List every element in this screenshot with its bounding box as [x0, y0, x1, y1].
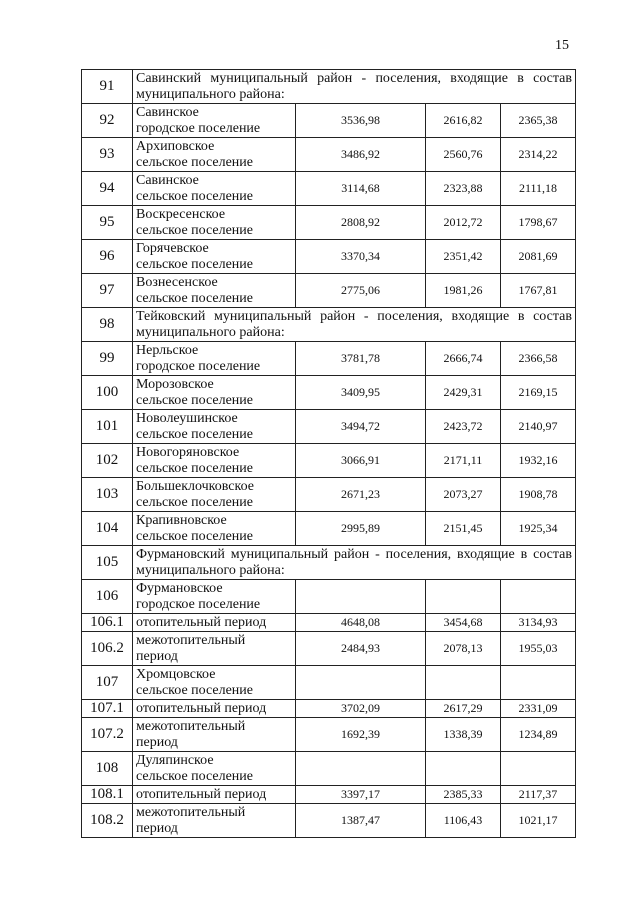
settlement-name-line: Новолеушинское: [136, 410, 238, 426]
settlement-name-line: Новогоряновское: [136, 444, 240, 460]
value-cell: 2117,37: [501, 786, 576, 804]
value-cell: 2331,09: [501, 700, 576, 718]
value-cell: 2617,29: [426, 700, 501, 718]
settlement-name: [133, 138, 296, 172]
settlement-name-line: Савинское: [136, 104, 199, 120]
settlement-name: [133, 512, 296, 546]
settlement-name-line: Вознесенское: [136, 274, 218, 290]
value-cell: [501, 666, 576, 700]
value-cell: 3370,34: [296, 240, 426, 274]
value-cell: 2151,45: [426, 512, 501, 546]
settlement-name-line: сельское поселение: [136, 222, 253, 238]
value-cell: 2073,27: [426, 478, 501, 512]
value-cell: 3134,93: [501, 614, 576, 632]
table-row: [82, 512, 576, 546]
settlement-name-line: сельское поселение: [136, 494, 253, 510]
table-row: [82, 342, 576, 376]
value-cell: [296, 666, 426, 700]
value-cell: 2429,31: [426, 376, 501, 410]
settlement-name-line: период: [136, 648, 178, 664]
settlement-name-line: сельское поселение: [136, 154, 253, 170]
table-row: [82, 376, 576, 410]
settlement-name-line: отопительный период: [136, 786, 267, 802]
settlement-name-line: Архиповское: [136, 138, 215, 154]
row-number: 107.1: [82, 700, 133, 718]
settlement-name: [133, 172, 296, 206]
value-cell: 2171,11: [426, 444, 501, 478]
table-row: [82, 752, 576, 786]
value-cell: 2078,13: [426, 632, 501, 666]
row-number: 99: [82, 342, 133, 376]
value-cell: 1925,34: [501, 512, 576, 546]
settlement-name-line: Морозовское: [136, 376, 214, 392]
table-row: [82, 580, 576, 614]
settlement-name: [133, 614, 296, 632]
settlement-name-line: Хромцовское: [136, 666, 216, 682]
value-cell: 2560,76: [426, 138, 501, 172]
value-cell: 1767,81: [501, 274, 576, 308]
value-cell: 2808,92: [296, 206, 426, 240]
settlement-name-line: сельское поселение: [136, 188, 253, 204]
value-cell: [501, 580, 576, 614]
value-cell: 1981,26: [426, 274, 501, 308]
row-number: 92: [82, 104, 133, 138]
value-cell: 2366,58: [501, 342, 576, 376]
row-number: 94: [82, 172, 133, 206]
row-number: 105: [82, 546, 133, 580]
table-row: [82, 700, 576, 718]
settlement-name-line: сельское поселение: [136, 460, 253, 476]
settlement-name-line: сельское поселение: [136, 290, 253, 306]
table-row: [82, 104, 576, 138]
value-cell: 2671,23: [296, 478, 426, 512]
value-cell: 3536,98: [296, 104, 426, 138]
value-cell: 1021,17: [501, 804, 576, 838]
settlement-name-line: сельское поселение: [136, 682, 253, 698]
value-cell: 2385,33: [426, 786, 501, 804]
value-cell: 3114,68: [296, 172, 426, 206]
value-cell: 1932,16: [501, 444, 576, 478]
value-cell: 3066,91: [296, 444, 426, 478]
settlement-name-line: Горячевское: [136, 240, 209, 256]
settlement-name: [133, 206, 296, 240]
value-cell: 2351,42: [426, 240, 501, 274]
section-row: [82, 546, 576, 580]
row-number: 106.2: [82, 632, 133, 666]
settlement-name-line: межотопительный: [136, 718, 246, 734]
settlement-name: [133, 478, 296, 512]
row-number: 97: [82, 274, 133, 308]
section-title: Савинский муниципальный район - поселения, входящие в состав муниципального района:: [133, 70, 576, 104]
settlement-name-line: сельское поселение: [136, 528, 253, 544]
table-row: [82, 138, 576, 172]
value-cell: 1798,67: [501, 206, 576, 240]
settlement-name-line: Савинское: [136, 172, 199, 188]
settlement-name-line: сельское поселение: [136, 392, 253, 408]
value-cell: [501, 752, 576, 786]
value-cell: 2012,72: [426, 206, 501, 240]
value-cell: 3702,09: [296, 700, 426, 718]
table-row: [82, 478, 576, 512]
value-cell: [296, 580, 426, 614]
table-row: [82, 274, 576, 308]
value-cell: 2995,89: [296, 512, 426, 546]
settlement-name-line: Большеклочковское: [136, 478, 254, 494]
value-cell: 1106,43: [426, 804, 501, 838]
value-cell: 1955,03: [501, 632, 576, 666]
settlement-name: [133, 342, 296, 376]
value-cell: 1387,47: [296, 804, 426, 838]
settlement-name-line: Воскресенское: [136, 206, 226, 222]
settlement-name-line: Дуляпинское: [136, 752, 214, 768]
settlement-name-line: период: [136, 820, 178, 836]
table-row: [82, 786, 576, 804]
value-cell: 2484,93: [296, 632, 426, 666]
value-cell: 3397,17: [296, 786, 426, 804]
value-cell: 2323,88: [426, 172, 501, 206]
settlement-name-line: Нерльское: [136, 342, 199, 358]
settlement-name: [133, 104, 296, 138]
settlement-name-line: период: [136, 734, 178, 750]
row-number: 107.2: [82, 718, 133, 752]
value-cell: 2169,15: [501, 376, 576, 410]
settlement-name-line: отопительный период: [136, 614, 267, 630]
settlement-name-line: Крапивновское: [136, 512, 227, 528]
settlement-name: [133, 410, 296, 444]
value-cell: 2140,97: [501, 410, 576, 444]
table-row: [82, 614, 576, 632]
section-row: [82, 70, 576, 104]
table-row: [82, 444, 576, 478]
value-cell: 4648,08: [296, 614, 426, 632]
row-number: 91: [82, 70, 133, 104]
value-cell: [296, 752, 426, 786]
value-cell: [426, 666, 501, 700]
table-row: [82, 804, 576, 838]
row-number: 108: [82, 752, 133, 786]
value-cell: 1234,89: [501, 718, 576, 752]
value-cell: 2616,82: [426, 104, 501, 138]
table-row: [82, 206, 576, 240]
value-cell: 3486,92: [296, 138, 426, 172]
settlement-name: [133, 752, 296, 786]
value-cell: 1338,39: [426, 718, 501, 752]
value-cell: 2365,38: [501, 104, 576, 138]
row-number: 106.1: [82, 614, 133, 632]
settlement-name-line: межотопительный: [136, 804, 246, 820]
value-cell: 3409,95: [296, 376, 426, 410]
settlement-name: [133, 786, 296, 804]
settlement-name-line: сельское поселение: [136, 426, 253, 442]
row-number: 106: [82, 580, 133, 614]
value-cell: 3494,72: [296, 410, 426, 444]
row-number: 108.2: [82, 804, 133, 838]
value-cell: 2111,18: [501, 172, 576, 206]
value-cell: 2666,74: [426, 342, 501, 376]
row-number: 108.1: [82, 786, 133, 804]
section-row: [82, 308, 576, 342]
row-number: 98: [82, 308, 133, 342]
settlement-name-line: межотопительный: [136, 632, 246, 648]
value-cell: 3781,78: [296, 342, 426, 376]
row-number: 96: [82, 240, 133, 274]
settlement-name-line: городское поселение: [136, 120, 261, 136]
row-number: 101: [82, 410, 133, 444]
settlement-name-line: городское поселение: [136, 358, 261, 374]
row-number: 104: [82, 512, 133, 546]
row-number: 100: [82, 376, 133, 410]
table-row: [82, 718, 576, 752]
value-cell: 2081,69: [501, 240, 576, 274]
table-row: [82, 240, 576, 274]
row-number: 103: [82, 478, 133, 512]
value-cell: 2314,22: [501, 138, 576, 172]
table-row: [82, 666, 576, 700]
table-row: [82, 632, 576, 666]
settlement-name-line: сельское поселение: [136, 256, 253, 272]
settlement-name: [133, 274, 296, 308]
tariff-table: [81, 69, 576, 838]
row-number: 107: [82, 666, 133, 700]
settlement-name: [133, 444, 296, 478]
settlement-name-line: сельское поселение: [136, 768, 253, 784]
settlement-name: [133, 804, 296, 838]
settlement-name: [133, 632, 296, 666]
value-cell: [426, 752, 501, 786]
section-title: Тейковский муниципальный район - поселения, входящие в состав муниципального района:: [133, 308, 576, 342]
settlement-name: [133, 580, 296, 614]
settlement-name-line: Фурмановское: [136, 580, 223, 596]
settlement-name: [133, 240, 296, 274]
section-title: Фурмановский муниципальный район - поселения, входящие в состав муниципального района:: [133, 546, 576, 580]
settlement-name-line: отопительный период: [136, 700, 267, 716]
page-number: 15: [555, 38, 569, 53]
tariff-table-body: [82, 70, 576, 838]
row-number: 93: [82, 138, 133, 172]
value-cell: [426, 580, 501, 614]
row-number: 95: [82, 206, 133, 240]
value-cell: 2775,06: [296, 274, 426, 308]
row-number: 102: [82, 444, 133, 478]
table-row: [82, 172, 576, 206]
value-cell: 1908,78: [501, 478, 576, 512]
value-cell: 2423,72: [426, 410, 501, 444]
settlement-name-line: городское поселение: [136, 596, 261, 612]
value-cell: 1692,39: [296, 718, 426, 752]
value-cell: 3454,68: [426, 614, 501, 632]
settlement-name: [133, 718, 296, 752]
settlement-name: [133, 666, 296, 700]
settlement-name: [133, 376, 296, 410]
settlement-name: [133, 700, 296, 718]
table-row: [82, 410, 576, 444]
